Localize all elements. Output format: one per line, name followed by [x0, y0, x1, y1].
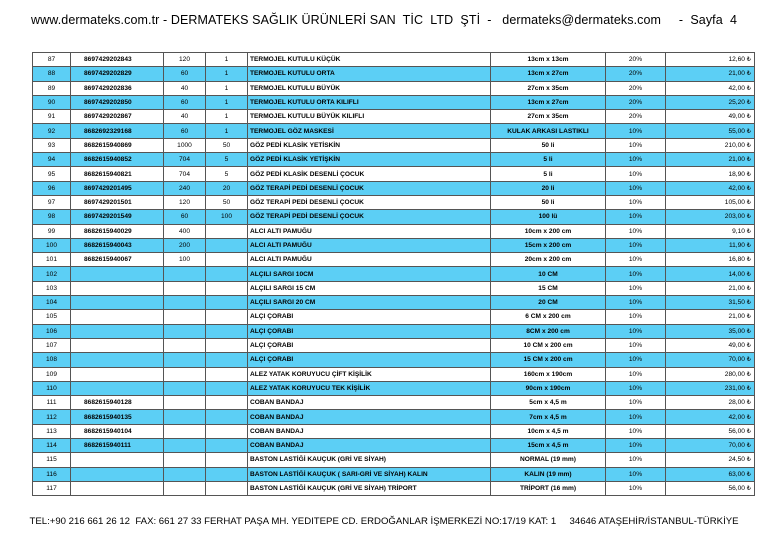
- vat-rate-cell: 10%: [606, 195, 666, 209]
- product-size-cell: 13cm x 27cm: [491, 95, 606, 109]
- barcode-cell: 8697429202843: [71, 53, 164, 67]
- barcode-cell: [71, 453, 164, 467]
- row-number: 110: [33, 381, 71, 395]
- pack-quantity-cell: 5: [206, 153, 248, 167]
- box-quantity-cell: 60: [164, 124, 206, 138]
- product-size-cell: 27cm x 35cm: [491, 110, 606, 124]
- vat-rate-cell: 10%: [606, 324, 666, 338]
- product-name-cell: TERMOJEL KUTULU ORTA KILIFLI: [248, 95, 491, 109]
- barcode-cell: 8682615940852: [71, 153, 164, 167]
- table-row: [33, 324, 755, 338]
- product-size-cell: 6 CM x 200 cm: [491, 310, 606, 324]
- row-number: 95: [33, 167, 71, 181]
- price-cell: 42,00 ₺: [666, 181, 755, 195]
- product-name-cell: ALÇI ÇORABI: [248, 310, 491, 324]
- vat-rate-cell: 20%: [606, 53, 666, 67]
- barcode-cell: 8682615940104: [71, 424, 164, 438]
- product-size-cell: 10 CM: [491, 267, 606, 281]
- pack-quantity-cell: [206, 267, 248, 281]
- price-cell: 25,20 ₺: [666, 95, 755, 109]
- barcode-cell: 8682615940128: [71, 396, 164, 410]
- table-row: [33, 253, 755, 267]
- table-row: [33, 410, 755, 424]
- pack-quantity-cell: 50: [206, 195, 248, 209]
- pack-quantity-cell: [206, 410, 248, 424]
- barcode-cell: [71, 296, 164, 310]
- barcode-cell: 8682615940067: [71, 253, 164, 267]
- box-quantity-cell: [164, 410, 206, 424]
- price-cell: 49,00 ₺: [666, 338, 755, 352]
- barcode-cell: [71, 353, 164, 367]
- box-quantity-cell: [164, 453, 206, 467]
- price-cell: 21,00 ₺: [666, 153, 755, 167]
- product-name-cell: COBAN BANDAJ: [248, 439, 491, 453]
- box-quantity-cell: [164, 467, 206, 481]
- table-row: [33, 467, 755, 481]
- box-quantity-cell: [164, 396, 206, 410]
- vat-rate-cell: 10%: [606, 310, 666, 324]
- product-name-cell: TERMOJEL KUTULU ORTA: [248, 67, 491, 81]
- row-number: 91: [33, 110, 71, 124]
- price-cell: 203,00 ₺: [666, 210, 755, 224]
- row-number: 116: [33, 467, 71, 481]
- row-number: 96: [33, 181, 71, 195]
- box-quantity-cell: 400: [164, 224, 206, 238]
- product-name-cell: GÖZ PEDİ KLASİK DESENLİ ÇOCUK: [248, 167, 491, 181]
- pack-quantity-cell: [206, 224, 248, 238]
- vat-rate-cell: 10%: [606, 296, 666, 310]
- price-cell: 35,00 ₺: [666, 324, 755, 338]
- barcode-cell: 8697429201495: [71, 181, 164, 195]
- barcode-cell: 8697429201501: [71, 195, 164, 209]
- product-size-cell: 13cm x 27cm: [491, 67, 606, 81]
- product-size-cell: 5 li: [491, 167, 606, 181]
- vat-rate-cell: 20%: [606, 95, 666, 109]
- product-name-cell: ALÇILI SARGI 10CM: [248, 267, 491, 281]
- table-row: [33, 296, 755, 310]
- table-row: [33, 439, 755, 453]
- vat-rate-cell: 10%: [606, 138, 666, 152]
- vat-rate-cell: 10%: [606, 367, 666, 381]
- table-row: [33, 167, 755, 181]
- barcode-cell: 8697429202836: [71, 81, 164, 95]
- box-quantity-cell: 100: [164, 253, 206, 267]
- pack-quantity-cell: 1: [206, 81, 248, 95]
- vat-rate-cell: 10%: [606, 467, 666, 481]
- vat-rate-cell: 10%: [606, 224, 666, 238]
- row-number: 113: [33, 424, 71, 438]
- vat-rate-cell: 10%: [606, 481, 666, 495]
- product-size-cell: 8CM x 200 cm: [491, 324, 606, 338]
- product-name-cell: TERMOJEL GÖZ MASKESİ: [248, 124, 491, 138]
- product-name-cell: TERMOJEL KUTULU BÜYÜK KILIFLI: [248, 110, 491, 124]
- row-number: 92: [33, 124, 71, 138]
- product-name-cell: COBAN BANDAJ: [248, 410, 491, 424]
- box-quantity-cell: [164, 310, 206, 324]
- table-row: [33, 195, 755, 209]
- vat-rate-cell: 10%: [606, 124, 666, 138]
- table-row: [33, 124, 755, 138]
- row-number: 97: [33, 195, 71, 209]
- price-cell: 12,60 ₺: [666, 53, 755, 67]
- pack-quantity-cell: 1: [206, 110, 248, 124]
- vat-rate-cell: 10%: [606, 410, 666, 424]
- barcode-cell: 8697429201549: [71, 210, 164, 224]
- box-quantity-cell: [164, 481, 206, 495]
- price-cell: 210,00 ₺: [666, 138, 755, 152]
- box-quantity-cell: 120: [164, 53, 206, 67]
- vat-rate-cell: 10%: [606, 396, 666, 410]
- vat-rate-cell: 10%: [606, 167, 666, 181]
- row-number: 100: [33, 238, 71, 252]
- product-name-cell: GÖZ TERAPİ PEDİ DESENLİ ÇOCUK: [248, 181, 491, 195]
- barcode-cell: 8682692329168: [71, 124, 164, 138]
- barcode-cell: [71, 310, 164, 324]
- barcode-cell: 8697429202867: [71, 110, 164, 124]
- barcode-cell: 8682615940821: [71, 167, 164, 181]
- product-size-cell: NORMAL (19 mm): [491, 453, 606, 467]
- row-number: 90: [33, 95, 71, 109]
- row-number: 105: [33, 310, 71, 324]
- barcode-cell: 8682615940135: [71, 410, 164, 424]
- price-cell: 280,00 ₺: [666, 367, 755, 381]
- box-quantity-cell: 704: [164, 167, 206, 181]
- pack-quantity-cell: 100: [206, 210, 248, 224]
- product-name-cell: BASTON LASTİĞİ KAUÇUK (GRİ VE SİYAH) TRİPORT: [248, 481, 491, 495]
- product-size-cell: 15 CM: [491, 281, 606, 295]
- pack-quantity-cell: 1: [206, 124, 248, 138]
- table-row: [33, 210, 755, 224]
- box-quantity-cell: 704: [164, 153, 206, 167]
- box-quantity-cell: [164, 353, 206, 367]
- product-name-cell: BASTON LASTİĞİ KAUÇUK (GRİ VE SİYAH): [248, 453, 491, 467]
- table-row: [33, 481, 755, 495]
- product-size-cell: 5cm x 4,5 m: [491, 396, 606, 410]
- product-size-cell: 20 li: [491, 181, 606, 195]
- price-list-body: [33, 53, 755, 496]
- barcode-cell: [71, 338, 164, 352]
- row-number: 115: [33, 453, 71, 467]
- price-cell: 9,10 ₺: [666, 224, 755, 238]
- row-number: 87: [33, 53, 71, 67]
- row-number: 88: [33, 67, 71, 81]
- pack-quantity-cell: 1: [206, 53, 248, 67]
- table-row: [33, 81, 755, 95]
- barcode-cell: 8682615940869: [71, 138, 164, 152]
- product-name-cell: GÖZ TERAPİ PEDİ DESENLİ ÇOCUK: [248, 195, 491, 209]
- table-row: [33, 67, 755, 81]
- product-size-cell: 10cm x 200 cm: [491, 224, 606, 238]
- row-number: 103: [33, 281, 71, 295]
- table-row: [33, 338, 755, 352]
- barcode-cell: [71, 281, 164, 295]
- box-quantity-cell: [164, 424, 206, 438]
- pack-quantity-cell: [206, 481, 248, 495]
- pack-quantity-cell: [206, 253, 248, 267]
- barcode-cell: [71, 467, 164, 481]
- table-row: [33, 110, 755, 124]
- vat-rate-cell: 10%: [606, 381, 666, 395]
- price-cell: 11,90 ₺: [666, 238, 755, 252]
- box-quantity-cell: 60: [164, 210, 206, 224]
- page-footer: TEL:+90 216 661 26 12 FAX: 661 27 33 FERHAT PAŞA MH. YEDITEPE CD. ERDOĞANLAR İŞMERKEZİ NO:17/19 KAT: 1 34646 ATAŞEHİR/İSTANBUL-TÜRKİYE: [29, 516, 739, 527]
- price-list-table: [32, 52, 755, 496]
- barcode-cell: 8682615940029: [71, 224, 164, 238]
- price-cell: 28,00 ₺: [666, 396, 755, 410]
- table-row: [33, 138, 755, 152]
- row-number: 102: [33, 267, 71, 281]
- pack-quantity-cell: [206, 353, 248, 367]
- vat-rate-cell: 10%: [606, 181, 666, 195]
- box-quantity-cell: 120: [164, 195, 206, 209]
- box-quantity-cell: [164, 267, 206, 281]
- pack-quantity-cell: [206, 439, 248, 453]
- pack-quantity-cell: 50: [206, 138, 248, 152]
- box-quantity-cell: 200: [164, 238, 206, 252]
- box-quantity-cell: [164, 338, 206, 352]
- price-cell: 70,00 ₺: [666, 439, 755, 453]
- table-row: [33, 238, 755, 252]
- pack-quantity-cell: 5: [206, 167, 248, 181]
- row-number: 98: [33, 210, 71, 224]
- price-cell: 42,00 ₺: [666, 81, 755, 95]
- pack-quantity-cell: [206, 281, 248, 295]
- product-name-cell: GÖZ PEDİ KLASİK YETİŞKİN: [248, 153, 491, 167]
- price-cell: 70,00 ₺: [666, 353, 755, 367]
- row-number: 108: [33, 353, 71, 367]
- row-number: 112: [33, 410, 71, 424]
- box-quantity-cell: 60: [164, 95, 206, 109]
- pack-quantity-cell: 1: [206, 67, 248, 81]
- table-row: [33, 53, 755, 67]
- row-number: 111: [33, 396, 71, 410]
- box-quantity-cell: [164, 367, 206, 381]
- pack-quantity-cell: [206, 238, 248, 252]
- box-quantity-cell: [164, 381, 206, 395]
- table-row: [33, 281, 755, 295]
- product-size-cell: 5 li: [491, 153, 606, 167]
- product-size-cell: 15cm x 4,5 m: [491, 439, 606, 453]
- product-name-cell: TERMOJEL KUTULU BÜYÜK: [248, 81, 491, 95]
- row-number: 99: [33, 224, 71, 238]
- product-name-cell: TERMOJEL KUTULU KÜÇÜK: [248, 53, 491, 67]
- product-name-cell: GÖZ PEDİ KLASİK YETİSKİN: [248, 138, 491, 152]
- price-cell: 42,00 ₺: [666, 410, 755, 424]
- product-size-cell: 13cm x 13cm: [491, 53, 606, 67]
- product-name-cell: COBAN BANDAJ: [248, 396, 491, 410]
- table-row: [33, 267, 755, 281]
- price-cell: 16,80 ₺: [666, 253, 755, 267]
- row-number: 114: [33, 439, 71, 453]
- vat-rate-cell: 10%: [606, 253, 666, 267]
- box-quantity-cell: 60: [164, 67, 206, 81]
- price-cell: 56,00 ₺: [666, 481, 755, 495]
- product-size-cell: KALIN (19 mm): [491, 467, 606, 481]
- product-name-cell: ALCI ALTI PAMUĞU: [248, 253, 491, 267]
- table-row: [33, 453, 755, 467]
- vat-rate-cell: 10%: [606, 238, 666, 252]
- product-size-cell: 90cm x 190cm: [491, 381, 606, 395]
- table-row: [33, 424, 755, 438]
- table-row: [33, 396, 755, 410]
- box-quantity-cell: [164, 324, 206, 338]
- product-size-cell: 10cm x 4,5 m: [491, 424, 606, 438]
- row-number: 107: [33, 338, 71, 352]
- product-size-cell: 10 CM x 200 cm: [491, 338, 606, 352]
- box-quantity-cell: [164, 281, 206, 295]
- pack-quantity-cell: 20: [206, 181, 248, 195]
- price-cell: 21,00 ₺: [666, 310, 755, 324]
- product-name-cell: ALÇI ÇORABI: [248, 324, 491, 338]
- pack-quantity-cell: [206, 296, 248, 310]
- pack-quantity-cell: [206, 396, 248, 410]
- table-row: [33, 381, 755, 395]
- vat-rate-cell: 10%: [606, 424, 666, 438]
- price-cell: 63,00 ₺: [666, 467, 755, 481]
- price-cell: 21,00 ₺: [666, 67, 755, 81]
- pack-quantity-cell: [206, 367, 248, 381]
- page-header: www.dermateks.com.tr - DERMATEKS SAĞLIK ÜRÜNLERİ SAN TİC LTD ŞTİ - dermateks@dermateks.com - Sayfa 4: [31, 13, 737, 27]
- box-quantity-cell: [164, 296, 206, 310]
- product-size-cell: KULAK ARKASI LASTIKLI: [491, 124, 606, 138]
- row-number: 104: [33, 296, 71, 310]
- product-size-cell: 50 li: [491, 195, 606, 209]
- table-row: [33, 224, 755, 238]
- box-quantity-cell: 240: [164, 181, 206, 195]
- pack-quantity-cell: [206, 324, 248, 338]
- pack-quantity-cell: [206, 310, 248, 324]
- table-row: [33, 367, 755, 381]
- table-row: [33, 153, 755, 167]
- product-name-cell: GÖZ TERAPİ PEDİ DESENLİ ÇOCUK: [248, 210, 491, 224]
- barcode-cell: [71, 367, 164, 381]
- row-number: 117: [33, 481, 71, 495]
- box-quantity-cell: [164, 439, 206, 453]
- product-name-cell: COBAN BANDAJ: [248, 424, 491, 438]
- product-size-cell: 15cm x 200 cm: [491, 238, 606, 252]
- table-row: [33, 95, 755, 109]
- product-size-cell: 15 CM x 200 cm: [491, 353, 606, 367]
- price-cell: 56,00 ₺: [666, 424, 755, 438]
- table-row: [33, 353, 755, 367]
- product-size-cell: 50 li: [491, 138, 606, 152]
- barcode-cell: 8682615940111: [71, 439, 164, 453]
- price-cell: 105,00 ₺: [666, 195, 755, 209]
- barcode-cell: 8682615940043: [71, 238, 164, 252]
- row-number: 106: [33, 324, 71, 338]
- product-size-cell: 20cm x 200 cm: [491, 253, 606, 267]
- vat-rate-cell: 10%: [606, 353, 666, 367]
- row-number: 89: [33, 81, 71, 95]
- product-name-cell: ALEZ YATAK KORUYUCU TEK KİŞİLİK: [248, 381, 491, 395]
- price-cell: 24,50 ₺: [666, 453, 755, 467]
- barcode-cell: 8697429202829: [71, 67, 164, 81]
- pack-quantity-cell: [206, 424, 248, 438]
- barcode-cell: 8697429202850: [71, 95, 164, 109]
- pack-quantity-cell: [206, 467, 248, 481]
- product-size-cell: 100 lü: [491, 210, 606, 224]
- price-cell: 18,90 ₺: [666, 167, 755, 181]
- vat-rate-cell: 10%: [606, 439, 666, 453]
- product-name-cell: ALCI ALTI PAMUĞU: [248, 238, 491, 252]
- box-quantity-cell: 1000: [164, 138, 206, 152]
- row-number: 109: [33, 367, 71, 381]
- row-number: 94: [33, 153, 71, 167]
- price-cell: 21,00 ₺: [666, 281, 755, 295]
- barcode-cell: [71, 267, 164, 281]
- row-number: 101: [33, 253, 71, 267]
- product-name-cell: ALEZ YATAK KORUYUCU ÇİFT KİŞİLİK: [248, 367, 491, 381]
- row-number: 93: [33, 138, 71, 152]
- product-size-cell: 160cm x 190cm: [491, 367, 606, 381]
- vat-rate-cell: 20%: [606, 67, 666, 81]
- vat-rate-cell: 10%: [606, 453, 666, 467]
- product-size-cell: 7cm x 4,5 m: [491, 410, 606, 424]
- table-row: [33, 181, 755, 195]
- pack-quantity-cell: [206, 453, 248, 467]
- vat-rate-cell: 10%: [606, 267, 666, 281]
- vat-rate-cell: 10%: [606, 210, 666, 224]
- product-size-cell: 27cm x 35cm: [491, 81, 606, 95]
- product-name-cell: ALCI ALTI PAMUĞU: [248, 224, 491, 238]
- price-cell: 231,00 ₺: [666, 381, 755, 395]
- product-name-cell: BASTON LASTİĞİ KAUÇUK ( SARI-GRİ VE SİYAH) KALIN: [248, 467, 491, 481]
- price-cell: 14,00 ₺: [666, 267, 755, 281]
- barcode-cell: [71, 324, 164, 338]
- product-size-cell: TRİPORT (16 mm): [491, 481, 606, 495]
- box-quantity-cell: 40: [164, 110, 206, 124]
- vat-rate-cell: 10%: [606, 281, 666, 295]
- product-name-cell: ALÇILI SARGI 15 CM: [248, 281, 491, 295]
- price-cell: 55,00 ₺: [666, 124, 755, 138]
- vat-rate-cell: 10%: [606, 153, 666, 167]
- product-name-cell: ALÇILI SARGI 20 CM: [248, 296, 491, 310]
- price-cell: 31,50 ₺: [666, 296, 755, 310]
- vat-rate-cell: 10%: [606, 338, 666, 352]
- vat-rate-cell: 20%: [606, 81, 666, 95]
- pack-quantity-cell: [206, 381, 248, 395]
- pack-quantity-cell: [206, 338, 248, 352]
- barcode-cell: [71, 481, 164, 495]
- product-size-cell: 20 CM: [491, 296, 606, 310]
- pack-quantity-cell: 1: [206, 95, 248, 109]
- table-row: [33, 310, 755, 324]
- product-name-cell: ALÇI ÇORABI: [248, 353, 491, 367]
- box-quantity-cell: 40: [164, 81, 206, 95]
- product-name-cell: ALÇI ÇORABI: [248, 338, 491, 352]
- vat-rate-cell: 20%: [606, 110, 666, 124]
- barcode-cell: [71, 381, 164, 395]
- price-cell: 49,00 ₺: [666, 110, 755, 124]
